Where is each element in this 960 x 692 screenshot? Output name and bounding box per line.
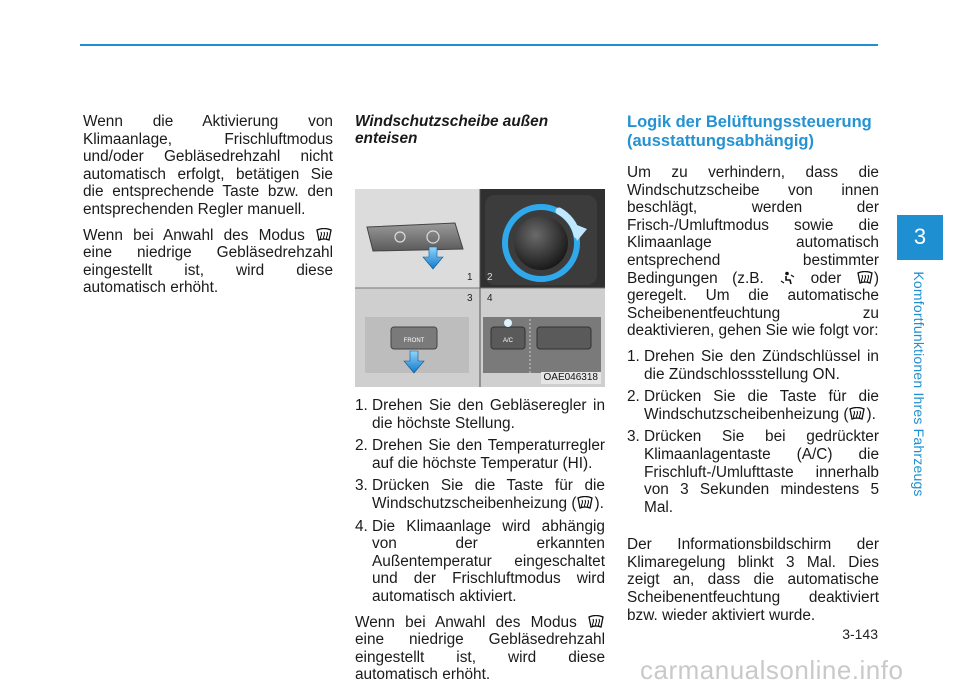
- paragraph-defrost-fan-note: Wenn bei Anwahl des Modus eine niedrige Gebläsedrehzahl eingestellt ist, wird diese automatisch erhöht.: [83, 226, 333, 297]
- list-item: 2. Drehen Sie den Temperaturregler auf die höchste Temperatur (HI).: [355, 437, 605, 472]
- list-item: 1. Drehen Sie den Gebläseregler in die höchste Stellung.: [355, 397, 605, 432]
- list-item: 1. Drehen Sie den Zündschlüssel in die Zündschlossstellung ON.: [627, 347, 879, 383]
- ac-button-label: A/C: [502, 338, 514, 344]
- windshield-defrost-icon: [576, 496, 594, 510]
- callout-3: 3: [467, 293, 473, 304]
- floor-defrost-mode-icon: [778, 271, 796, 285]
- exterior-defrost-steps: [355, 397, 605, 606]
- paragraph-manual-operation: Wenn die Aktivierung von Klimaanlage, Frischluftmodus und/oder Gebläsedrehzahl nicht automatisch erfolgt, betätigen Sie die entsprechende Taste bzw. den entsprechenden Regler manuell.: [83, 113, 333, 218]
- page-number: 3-143: [842, 626, 878, 642]
- watermark-text: carmanualsonline.info: [640, 655, 904, 685]
- callout-4: 4: [487, 293, 493, 304]
- callout-2: 2: [487, 272, 493, 283]
- windshield-defrost-icon: [315, 228, 333, 242]
- windshield-defrost-icon: [856, 271, 874, 285]
- chapter-number: 3: [913, 224, 927, 249]
- header-rule: [80, 44, 878, 46]
- figure-code: OAE046318: [541, 372, 602, 384]
- column-2: [355, 113, 605, 692]
- list-item: 2. Drücken Sie die Taste für die Windschutzscheibenheizung ( ).: [627, 388, 879, 423]
- paragraph-info-display: Der Informationsbildschirm der Klimaregelung blinkt 3 Mal. Dies zeigt an, dass die automatische Scheibenentfeuchtung deaktiviert bzw. wieder aktiviert wurde.: [627, 536, 879, 624]
- chapter-title-vertical: Komfortfunktionen Ihres Fahrzeugs: [911, 271, 927, 497]
- front-button-label: FRONT: [403, 338, 425, 344]
- list-item: 4. Die Klimaanlage wird abhängig von der erkannten Außentemperatur eingeschaltet und der Frischluftmodus wird automatisch aktiviert.: [355, 517, 605, 605]
- windshield-defrost-icon: [848, 407, 866, 421]
- climate-panel-illustration: [355, 189, 605, 387]
- paragraph-ventilation-intro: Um zu verhindern, dass die Windschutzscheibe von innen beschlägt, werden der Frisch-/Umluftmodus sowie die Klimaanlage automatisch entsprechend bestimmter Bedingungen (z.B. oder ) geregelt. Um die automatische Scheibenentfeuchtung zu deaktivieren, gehen Sie wie folgt vor:: [627, 164, 879, 340]
- section-heading-exterior-defrost: Windschutzscheibe außen enteisen: [355, 113, 549, 147]
- list-item: 3. Drücken Sie die Taste für die Windschutzscheibenheizung ( ).: [355, 477, 605, 512]
- climate-control-figure: [355, 189, 605, 387]
- windshield-defrost-icon: [587, 615, 605, 629]
- section-heading-ventilation-logic: Logik der Belüftungssteuerung (ausstattungsabhängig): [627, 113, 872, 150]
- deactivation-steps: [627, 348, 879, 516]
- column-3: [627, 113, 879, 632]
- callout-1: 1: [467, 272, 473, 283]
- paragraph-defrost-fan-note: Wenn bei Anwahl des Modus eine niedrige Gebläsedrehzahl eingestellt ist, wird diese automatisch erhöht.: [355, 613, 605, 684]
- column-1: [83, 113, 333, 305]
- list-item: 3. Drücken Sie bei gedrückter Klimaanlagentaste (A/C) die Frischluft-/Umlufttaste innerhalb von 3 Sekunden mindestens 5 Mal.: [627, 428, 879, 516]
